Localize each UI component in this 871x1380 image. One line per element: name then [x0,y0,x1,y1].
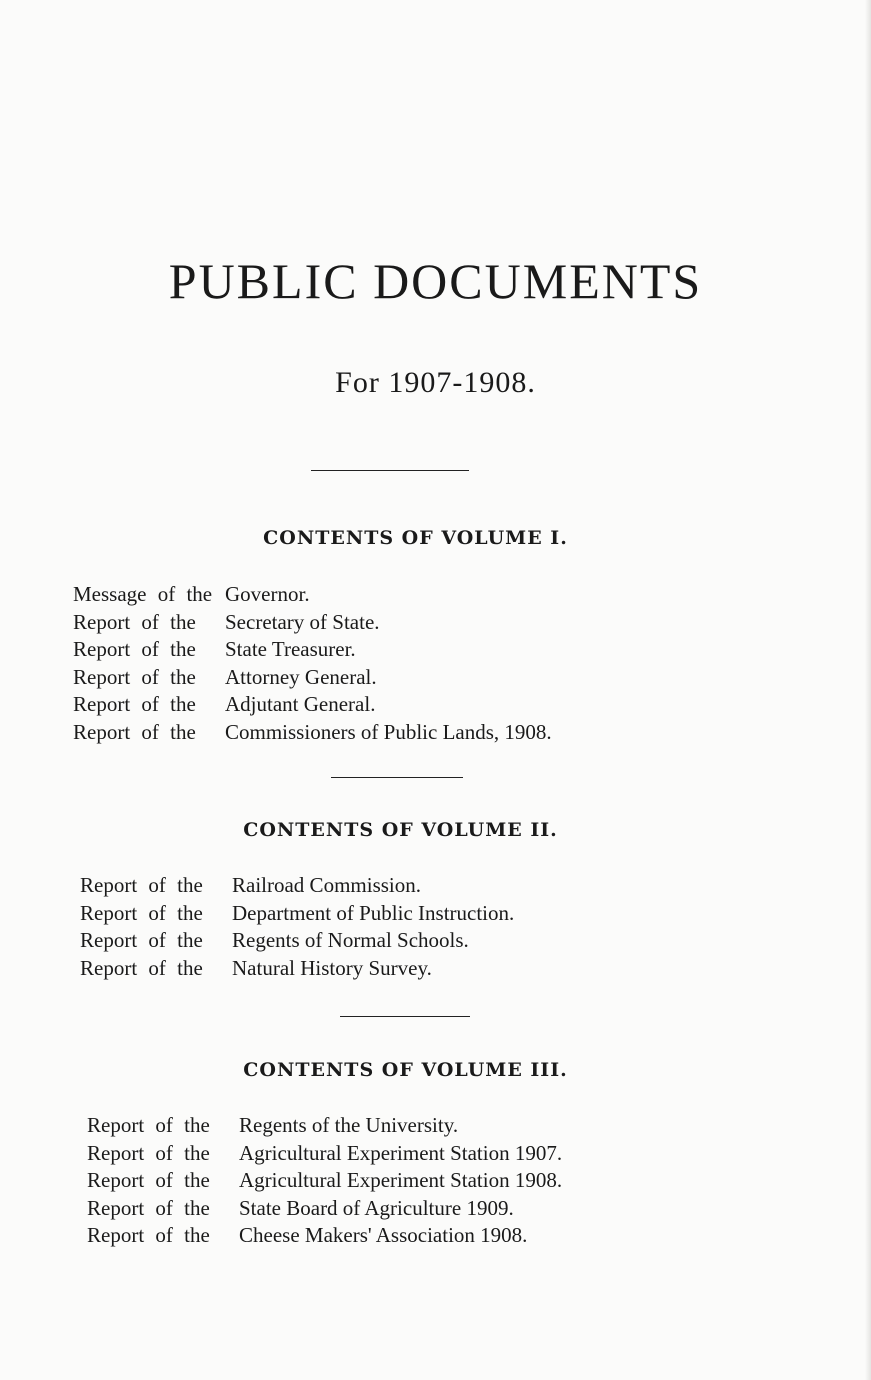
list-item: Report of the Agricultural Experiment Station 1907. [87,1140,563,1165]
volume-3-list [87,1112,562,1250]
list-item: Report of the Secretary of State. [73,609,380,634]
volume-3-heading: CONTENTS OF VOLUME III. [243,1059,568,1081]
list-item: Report of the Department of Public Instruction. [80,900,515,925]
list-item: Report of the Agricultural Experiment Station 1908. [87,1168,563,1192]
list-item: Report of the Railroad Commission. [80,873,421,897]
list-item: Report of the Commissioners of Public Lands, 1908. [73,719,552,744]
list-item: Report of the Attorney General. [73,664,377,689]
list-item: Message of the Governor. [73,582,310,606]
page-title: PUBLIC DOCUMENTS [168,253,703,309]
page-edge-shadow [865,0,871,1380]
list-item: Report of the Regents of Normal Schools. [80,928,469,952]
list-item: Report of the Adjutant General. [73,692,376,716]
list-item: Report of the Natural History Survey. [80,955,432,980]
divider-1 [311,470,469,471]
page-subtitle: For 1907-1908. [335,366,536,399]
volume-1-heading: CONTENTS OF VOLUME I. [263,527,568,549]
volume-2-heading: CONTENTS OF VOLUME II. [243,819,558,841]
list-item: Report of the State Board of Agriculture 1909. [87,1195,514,1220]
list-item: Report of the State Treasurer. [73,637,356,661]
list-item: Report of the Regents of the University. [87,1113,459,1137]
divider-3 [340,1016,470,1017]
list-item: Report of the Cheese Makers' Association 1908. [87,1223,528,1247]
divider-2 [331,777,463,778]
volume-1-list [73,581,552,746]
volume-2-list [80,872,514,982]
